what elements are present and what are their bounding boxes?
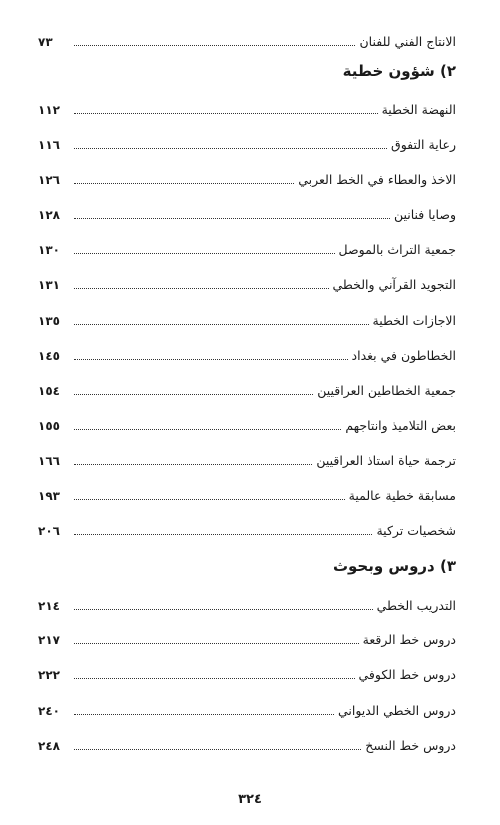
entry-title: ترجمة حياة استاذ العراقيين xyxy=(316,453,456,468)
entry-title: التدريب الخطي xyxy=(376,598,456,613)
toc-entry[interactable] xyxy=(38,96,456,118)
dot-leader xyxy=(74,183,294,184)
section-heading: ٢) شؤون خطية xyxy=(342,62,456,80)
entry-page-number: ١٣٠ xyxy=(38,243,60,257)
dot-leader xyxy=(74,749,361,750)
toc-entry[interactable] xyxy=(38,201,456,223)
entry-title: بعض التلاميذ وانتاجهم xyxy=(345,418,456,433)
toc-entry[interactable] xyxy=(38,28,456,50)
entry-page-number: ١٣١ xyxy=(38,278,60,292)
toc-entry[interactable] xyxy=(38,732,456,754)
toc-entry[interactable] xyxy=(38,661,456,683)
entry-title: دروس الخطي الديواني xyxy=(337,703,456,718)
entry-page-number: ٢١٧ xyxy=(38,633,60,647)
toc-entry[interactable] xyxy=(38,626,456,648)
toc-entry[interactable] xyxy=(38,307,456,329)
entry-title: الاجازات الخطية xyxy=(372,313,456,328)
dot-leader xyxy=(74,394,313,395)
toc-entry[interactable] xyxy=(38,166,456,188)
entry-title: وصايا فنانين xyxy=(393,207,456,222)
dot-leader xyxy=(74,45,355,46)
dot-leader xyxy=(74,288,329,289)
entry-page-number: ١١٢ xyxy=(38,103,60,117)
entry-page-number: ١٦٦ xyxy=(38,454,60,468)
toc-entry[interactable] xyxy=(38,236,456,258)
toc-entry[interactable] xyxy=(38,592,456,614)
toc-entry[interactable] xyxy=(38,271,456,293)
entry-title: دروس خط النسخ xyxy=(365,738,456,753)
dot-leader xyxy=(74,499,345,500)
entry-title: الخطاطون في بغداد xyxy=(351,348,456,363)
dot-leader xyxy=(74,324,369,325)
entry-title: جمعية التراث بالموصل xyxy=(338,242,456,257)
entry-title: التجويد القرآني والخطي xyxy=(332,277,456,292)
entry-title: دروس خط الرقعة xyxy=(362,632,456,647)
toc-entry[interactable] xyxy=(38,377,456,399)
dot-leader xyxy=(74,643,359,644)
entry-title: مسابقة خطية عالمية xyxy=(348,488,456,503)
entry-page-number: ٢١٤ xyxy=(38,599,60,613)
toc-entry[interactable] xyxy=(38,697,456,719)
dot-leader xyxy=(74,714,334,715)
entry-page-number: ١٢٨ xyxy=(38,208,60,222)
dot-leader xyxy=(74,148,387,149)
entry-page-number: ١٥٤ xyxy=(38,384,60,398)
entry-title: رعاية التفوق xyxy=(391,137,456,152)
page-number-footer: ٣٢٤ xyxy=(238,792,262,807)
toc-entry[interactable] xyxy=(38,517,456,539)
entry-page-number: ٢٤٠ xyxy=(38,704,60,718)
toc-entry[interactable] xyxy=(38,447,456,469)
dot-leader xyxy=(74,429,341,430)
entry-page-number: ٢٠٦ xyxy=(38,524,60,538)
dot-leader xyxy=(74,464,312,465)
toc-entry[interactable] xyxy=(38,412,456,434)
dot-leader xyxy=(74,534,372,535)
dot-leader xyxy=(74,678,355,679)
dot-leader xyxy=(74,359,348,360)
toc-entry[interactable] xyxy=(38,131,456,153)
entry-page-number: ١١٦ xyxy=(38,138,60,152)
entry-page-number: ٧٣ xyxy=(38,35,53,49)
dot-leader xyxy=(74,113,378,114)
dot-leader xyxy=(74,253,335,254)
entry-page-number: ١٢٦ xyxy=(38,173,60,187)
dot-leader xyxy=(74,218,390,219)
section-heading: ٣) دروس وبحوث xyxy=(332,557,456,575)
entry-page-number: ١٩٣ xyxy=(38,489,60,503)
toc-entry[interactable] xyxy=(38,342,456,364)
entry-title: جمعية الخطاطين العراقيين xyxy=(317,383,456,398)
entry-page-number: ١٣٥ xyxy=(38,314,60,328)
entry-page-number: ١٤٥ xyxy=(38,349,60,363)
entry-title: الانتاج الفني للفنان xyxy=(359,34,456,49)
entry-page-number: ٢٤٨ xyxy=(38,739,60,753)
dot-leader xyxy=(74,609,373,610)
toc-entry[interactable] xyxy=(38,482,456,504)
entry-title: الاخذ والعطاء في الخط العربي xyxy=(298,172,456,187)
entry-title: النهضة الخطية xyxy=(381,102,456,117)
entry-title: شخصيات تركية xyxy=(376,523,456,538)
entry-title: دروس خط الكوفي xyxy=(358,667,456,682)
entry-page-number: ٢٢٢ xyxy=(38,668,60,682)
entry-page-number: ١٥٥ xyxy=(38,419,60,433)
